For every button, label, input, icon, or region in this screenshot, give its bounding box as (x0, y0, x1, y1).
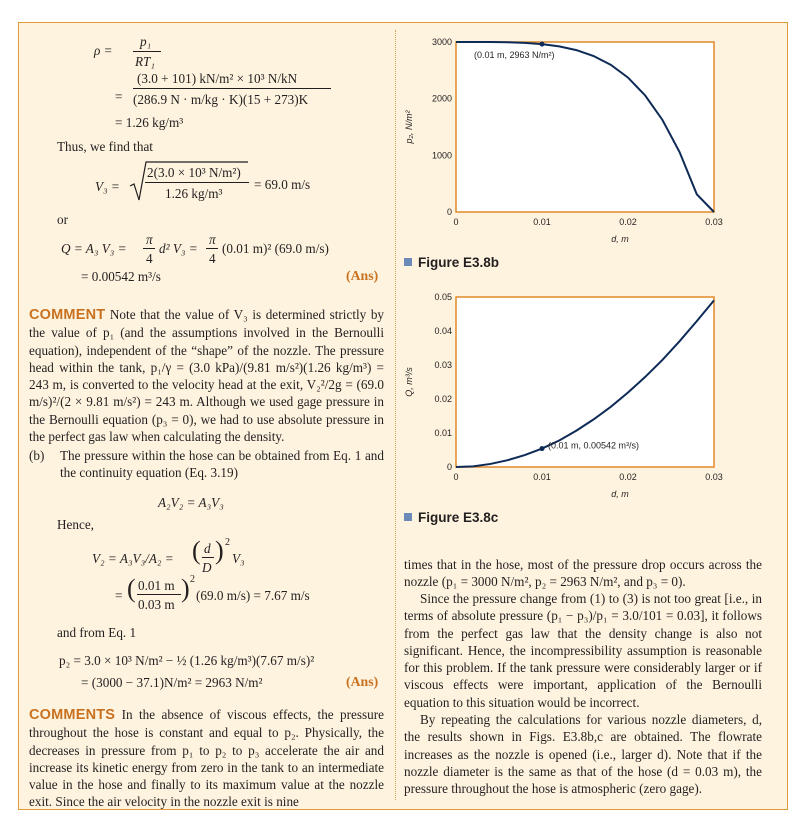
v3-numerator: 2(3.0 × 10³ N/m²) (147, 165, 241, 180)
x-axis-label: d, m (611, 489, 629, 499)
x-tick-label: 0.03 (705, 217, 723, 227)
y-tick-label: 0.02 (434, 394, 452, 404)
q-four-1: 4 (146, 251, 153, 266)
v2b-denominator: 0.03 m (138, 597, 175, 612)
p2-line-2: = (3000 − 37.1)N/m² = 2963 N/m² (81, 675, 263, 690)
or-text: or (57, 212, 68, 227)
eq1-equals: = (115, 89, 123, 104)
figure-e3-8c-chart (398, 285, 748, 507)
rho-symbol: ρ = (94, 43, 113, 58)
answer-label-2: (Ans) (346, 674, 379, 689)
q-end: (0.01 m)² (69.0 m/s) (222, 241, 329, 256)
comments-keyword: COMMENTS (29, 707, 116, 723)
rho-denominator: RT₁ (135, 54, 155, 69)
y-axis-label: p₂, N/m² (404, 110, 414, 144)
hence-text: Hence, (57, 517, 94, 532)
q-middle: d² V₃ = (159, 241, 198, 256)
q-pi-2: π (209, 232, 216, 247)
point-annotation: (0.01 m, 0.00542 m³/s) (548, 440, 640, 451)
comments-paragraph (29, 706, 384, 811)
answer-label-1: (Ans) (346, 268, 379, 283)
marked-point (540, 446, 545, 451)
right-paragraph-1: times that in the hose, most of the pressure drop occurs across the nozzle (p₁ = 3000 N/m², p₂ = 2963 N/m², and p₃ = 0). (404, 557, 762, 590)
comment-keyword: COMMENT (29, 307, 106, 323)
v2b-fraction-bar (137, 594, 181, 595)
y-tick-label: 0.01 (434, 428, 452, 438)
q-fraction-bar-1 (143, 248, 155, 249)
rho-fraction-bar (133, 51, 161, 52)
v2-lhs: V₂ = A₃V₃/A₂ = (92, 551, 174, 566)
part-b-label: (b) (29, 448, 45, 463)
x-tick-label: 0.02 (619, 472, 637, 482)
v2b-close-paren: ) (181, 574, 190, 603)
x-tick-label: 0 (453, 217, 459, 227)
y-axis-label: Q, m³/s (404, 367, 414, 397)
eq1-fraction-bar (133, 88, 331, 89)
v2b-equals: = (115, 588, 123, 603)
v3-fraction-bar (145, 182, 249, 183)
y-tick-label: 0.03 (434, 360, 452, 370)
right-paragraph-3: By repeating the calculations for various nozzle diameters, d, the results shown in Figs. E3.8b,c are obtained. The flowrate increases as the nozzle is opened (i.e., larger d). Note that if the nozzle diameter is the same as that of the hose (d = 0.03 m), the pressure throughout the hose is atmospheric (zero gage). (404, 712, 762, 797)
x-tick-label: 0.01 (533, 472, 551, 482)
q-pi-1: π (146, 232, 153, 247)
v2-fraction-numerator: d (204, 541, 211, 556)
x-tick-label: 0 (453, 472, 459, 482)
y-tick-label: 3000 (431, 37, 452, 47)
y-tick-label: 1000 (431, 150, 452, 161)
figure-e3-8b-chart (398, 30, 748, 252)
v2-fraction-denominator: D (202, 560, 212, 575)
q-four-2: 4 (209, 251, 216, 266)
y-tick-label: 0 (446, 462, 452, 472)
column-divider (395, 30, 396, 800)
v2-end: V₃ (232, 551, 245, 566)
v2b-numerator: 0.01 m (138, 578, 175, 593)
v3-result: = 69.0 m/s (254, 177, 311, 192)
v2b-open-paren: ( (127, 574, 136, 603)
from-eq1-text: and from Eq. 1 (57, 625, 137, 640)
eq1-numerator: (3.0 + 101) kN/m² × 10³ N/kN (137, 71, 298, 86)
continuity-equation: A₂V₂ = A₃V₃ (158, 495, 224, 510)
y-tick-label: 2000 (431, 93, 452, 104)
q-fraction-bar-2 (206, 248, 218, 249)
y-tick-label: 0.04 (434, 326, 452, 336)
v3-lhs: V₃ = (95, 179, 120, 194)
part-b-text: The pressure within the hose can be obtained from Eq. 1 and the continuity equation (Eq. 3.19) (60, 448, 384, 481)
v2-fraction-bar (202, 557, 214, 558)
v2b-exponent: 2 (190, 574, 195, 585)
figure-e3-8b-caption-text: Figure E3.8b (418, 255, 500, 270)
v2-open-paren: ( (192, 536, 201, 565)
point-annotation: (0.01 m, 2963 N/m²) (474, 50, 555, 61)
q-result: = 0.00542 m³/s (81, 269, 161, 284)
caption-marker-icon (404, 258, 412, 266)
q-lhs: Q = A₃ V₃ = (61, 241, 127, 256)
x-axis-label: d, m (611, 234, 629, 244)
y-tick-label: 0 (446, 207, 452, 217)
figure-e3-8b-caption (404, 255, 499, 270)
p2-line-1: p₂ = 3.0 × 10³ N/m² − ½ (1.26 kg/m³)(7.67 m/s)² (59, 653, 315, 668)
v2b-end: (69.0 m/s) = 7.67 m/s (196, 588, 310, 603)
comment-text: Note that the value of V₃ is determined strictly by the value of p₁ (and the assumptions involved in the Bernoulli equation), independent of the “shape” of the nozzle. The pressure head within the tank, p₁/γ = (3.0 kPa)/(9.81 m/s²)(1.26 kg/m³) = 243 m, is converted to the velocity head at the exit, V₂²/2g = (69.0 m/s)²/(2 × 9.81 m/s²) = 243 m. Although we used gage pressure in the Bernoulli equation (p₃ = 0), we had to use absolute pressure in the perfect gas law when calculating the density. (29, 307, 385, 445)
right-paragraph-2: Since the pressure change from (1) to (3) is not too great [i.e., in terms of absolute pressure (p₁ − p₃)/p₁ = 3.0/101 = 0.03], it follows from the perfect gas law that the density change is also not significant. Hence, the incompressibility assumption is reasonable for this problem. If the tank pressure were considerably larger or if viscous effects were important, application of the Bernoulli equation to this situation would be incorrect. (404, 591, 762, 710)
y-tick-label: 0.05 (434, 292, 452, 302)
x-tick-label: 0.03 (705, 472, 723, 482)
plot-area (456, 42, 714, 212)
v2-exponent: 2 (225, 537, 230, 548)
figure-e3-8c-caption-text: Figure E3.8c (418, 510, 499, 525)
figure-e3-8c-caption (404, 510, 498, 525)
x-tick-label: 0.01 (533, 217, 551, 227)
eq1-result: = 1.26 kg/m³ (115, 115, 184, 130)
x-tick-label: 0.02 (619, 217, 637, 227)
thus-text: Thus, we find that (57, 139, 153, 154)
v2-close-paren: ) (215, 536, 224, 565)
rho-numerator: p₁ (140, 34, 152, 49)
v3-denominator: 1.26 kg/m³ (165, 186, 223, 201)
caption-marker-icon (404, 513, 412, 521)
marked-point (540, 42, 545, 47)
comments-text: In the absence of viscous effects, the pressure throughout the hose is constant and equal to p₂. Physically, the decreases in pressure from p₁ to p₂ to p₃ accelerate the air and increase its kinetic energy from zero in the tank to an intermediate value in the hose and finally to its maximum value at the nozzle exit. Since the air velocity in the nozzle exit is nine (29, 707, 384, 810)
comment-paragraph (29, 306, 384, 445)
eq1-denominator: (286.9 N · m/kg · K)(15 + 273)K (133, 92, 309, 107)
